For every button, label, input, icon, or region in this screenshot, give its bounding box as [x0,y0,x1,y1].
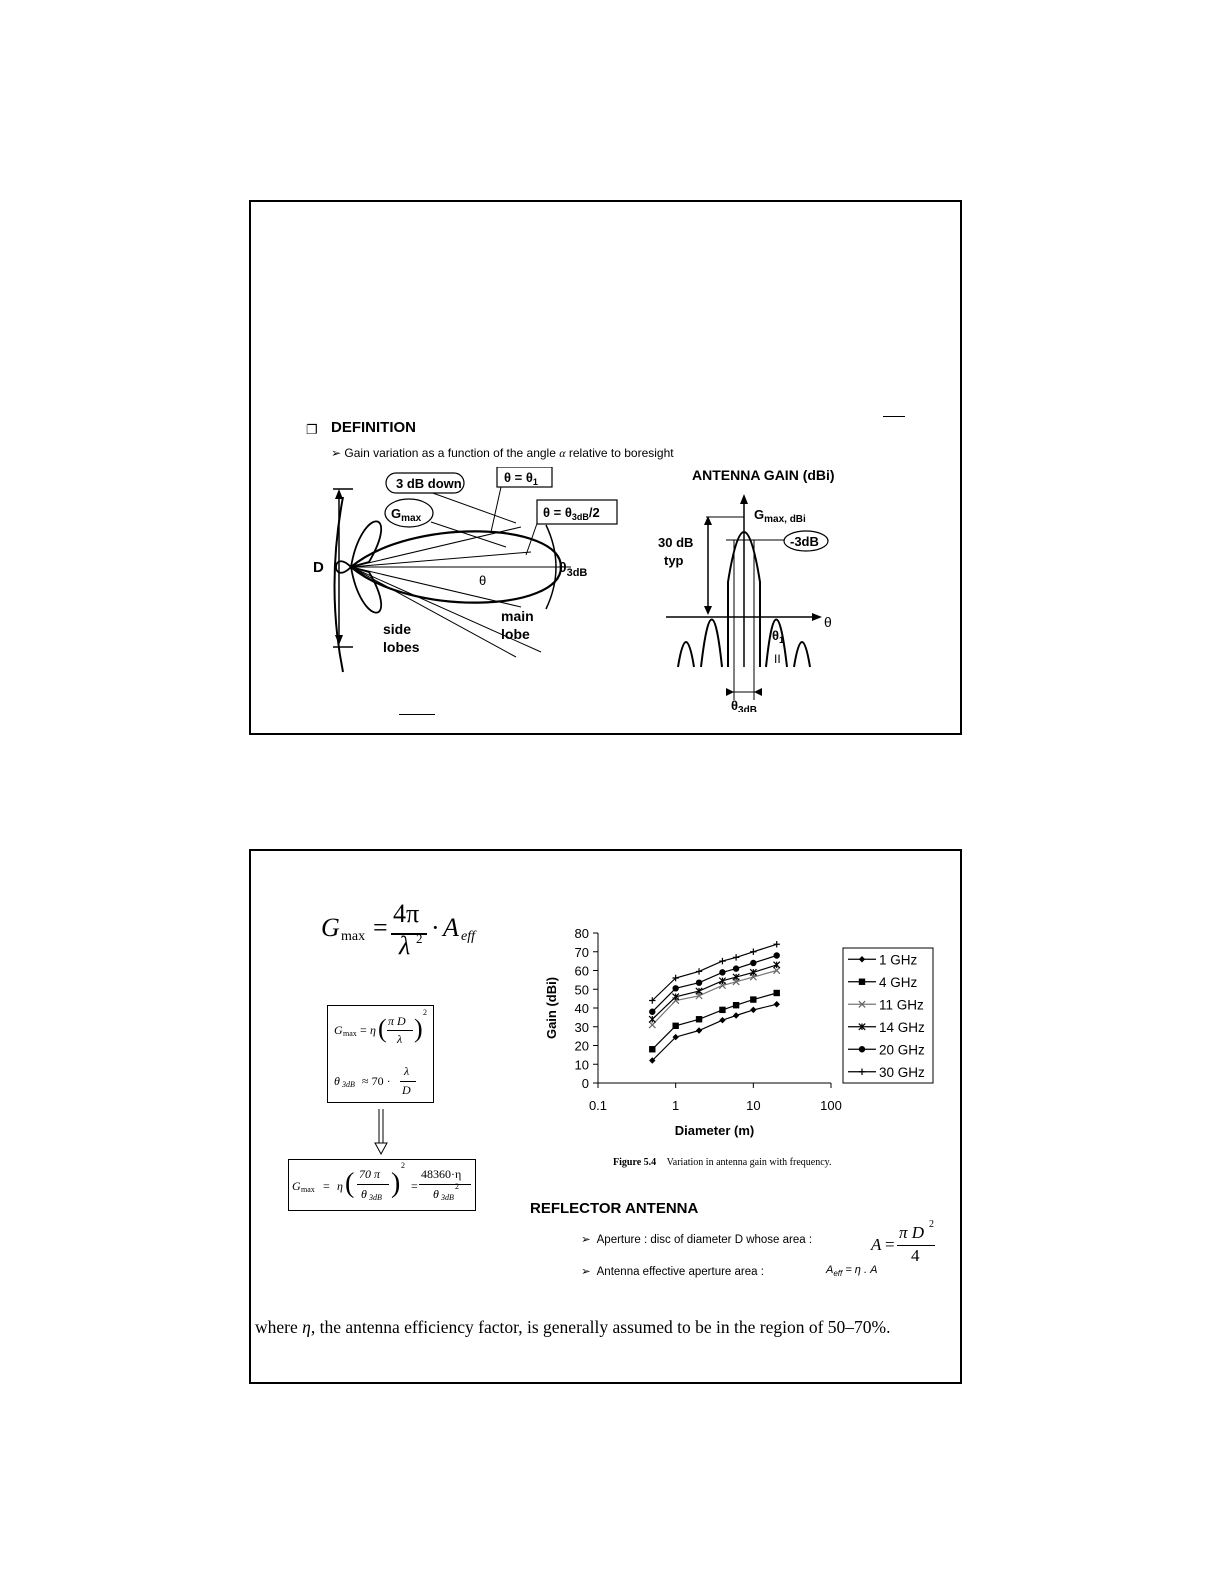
formula-a-sub: eff [461,929,475,944]
x-tick-label: 100 [820,1098,842,1113]
data-point-20-ghz [719,969,725,975]
side-lobe-upper [351,521,381,567]
reflector-item-effective-area [581,1264,764,1278]
stray-rule-bottom [399,714,435,715]
formula-den-sup: 2 [416,931,423,946]
label-main-lobe-2: lobe [501,626,530,642]
box2-rhs-den: θ [433,1187,439,1201]
data-point-20-ghz [733,965,739,971]
minus-3db-label: -3dB [790,534,819,549]
box1-approx: ≈ 70 · [362,1074,391,1088]
definition-desc-symbol: α [559,446,566,460]
data-point-30-ghz [733,954,739,960]
y-tick-label: 60 [574,963,589,979]
data-point-20-ghz [649,1009,655,1015]
arrowhead-bullet-icon: ➢ [331,446,342,460]
data-point-11-ghz [774,967,780,973]
formula-den: λ [399,931,411,960]
formula-aeff [826,1264,877,1278]
label-gmax: $G_{max}$ [391,506,422,524]
box2-g: G [292,1179,301,1193]
area-den: 4 [911,1246,920,1265]
formula-num: 4π [393,899,420,928]
box2-inner-den-sub: 3dB [369,1193,382,1202]
reflector-item2-text: Antenna effective aperture area : [596,1266,764,1278]
data-point-1-ghz [733,1012,739,1018]
data-point-30-ghz [750,949,756,955]
y-tick-label: 80 [574,926,589,941]
data-point-20-ghz [672,985,678,991]
figure-caption [613,1157,832,1168]
box1-theta-sub: 3dB [342,1080,355,1089]
box1-num: π D [388,1014,406,1028]
box2-sup: 2 [401,1161,405,1170]
box2-rhs-den-sup: 2 [455,1182,459,1191]
data-point-30-ghz [696,968,702,974]
x-tick-label: 1 [672,1098,680,1113]
box2-g-sub: max [301,1185,315,1194]
box1-bar1 [387,1030,413,1031]
label-side-lobes-1: side [383,621,412,637]
box1-d: D [402,1083,411,1097]
label-diameter: D [313,559,324,576]
box2-rhs-num: 48360·η [421,1167,462,1181]
definition-description [331,446,674,461]
formula-a: A [443,913,459,942]
y-axis-label: Gain (dBi) [544,976,559,1040]
label-theta-half-beamwidth: $\theta = \theta_{3dB}/2$ [543,505,600,522]
x-tick-label: 10 [746,1098,761,1113]
reflector-title: REFLECTOR ANTENNA [530,1200,699,1217]
footnote-post: , the antenna efficiency factor, is generally assumed to be in the region of 50–70%. [310,1317,891,1337]
range-typ-label: typ [664,553,684,568]
data-point-14-ghz [719,978,725,984]
figure-caption-text: Variation in antenna gain with frequency. [666,1157,832,1168]
theta1-label: $\theta_1$ [772,628,785,645]
formula-box-gain-beamwidth [327,1005,434,1103]
legend-label-4-ghz: 4 GHz [879,974,918,990]
area-num-sup: 2 [929,1219,934,1230]
data-point-1-ghz [696,1027,702,1033]
data-point-14-ghz [750,969,756,975]
box2-rhs-den-sub: 3dB [441,1193,454,1202]
reflector-item-aperture [581,1232,812,1246]
box2-bar2 [419,1184,471,1185]
formula-area [871,1219,941,1267]
gain-gmax-label: $G_{max, dBi}$ [754,507,806,525]
theta3db-width-label: $\theta_{3dB}$ [731,698,757,712]
efficiency-footnote [255,1317,891,1338]
x-axis-label: Diameter (m) [674,1123,755,1138]
area-a: A [871,1235,882,1254]
down-arrow-icon [374,1109,388,1155]
formula-box-gain-theta [288,1159,476,1211]
legend-label-11-ghz: 11 GHz [879,997,924,1013]
definition-desc-pre: Gain variation as a function of the angle [344,446,556,460]
data-point-4-ghz [733,1002,739,1008]
definition-desc-post: relative to boresight [568,446,674,460]
data-point-30-ghz [719,958,725,964]
slide-definition [249,200,962,735]
box1-lambda: λ [404,1064,410,1078]
data-point-4-ghz [774,990,780,996]
y-tick-label: 30 [574,1019,589,1035]
label-theta-theta1: $\theta = \theta_1$ [504,470,538,487]
legend-label-20-ghz: 20 GHz [879,1042,925,1058]
reflector-item1-text: Aperture : disc of diameter D whose area : [596,1234,813,1246]
slide-gain-formulas [249,849,962,1384]
legend-marker-20-ghz [859,1046,865,1052]
data-point-20-ghz [750,960,756,966]
area-equals: = [885,1235,895,1254]
equal-mark: II [774,652,781,666]
label-main-lobe-1: main [501,608,534,624]
figure-caption-label: Figure 5.4 [613,1157,657,1168]
label-3db-down: 3 dB down [396,476,462,491]
gain-plot-title: ANTENNA GAIN (dBi) [692,467,835,483]
stray-rule-top [883,416,905,417]
box2-bar1 [357,1184,389,1185]
radiation-pattern-diagram [291,467,621,712]
box2-inner-num: 70 π [359,1167,381,1181]
y-tick-label: 40 [574,1001,589,1016]
area-num: π D [899,1223,925,1242]
box1-sup: 2 [423,1008,427,1017]
data-point-1-ghz [774,1001,780,1007]
formula-gmax [321,899,491,969]
data-point-4-ghz [672,1023,678,1029]
y-tick-label: 70 [574,944,589,960]
square-bullet-icon: ❐ [306,422,318,437]
box1-g-sub: max [343,1029,357,1038]
label-side-lobes-2: lobes [383,639,420,655]
box1-den: λ [397,1032,403,1046]
label-theta: θ [479,573,487,588]
aeff-sub: eff [833,1269,843,1278]
series-line-30-ghz [652,944,776,1000]
footnote-pre: where [255,1317,298,1337]
box1-g: G [334,1023,343,1037]
chart-legend [843,948,933,1083]
box2-inner-den: θ [361,1187,367,1201]
gain-vs-diameter-chart [531,911,941,1166]
box1-rparen: ) [414,1014,423,1043]
legend-label-30-ghz: 30 GHz [879,1064,925,1080]
formula-g-sub: max [341,929,366,944]
label-theta3db: $\theta_{3dB}$ [559,559,588,579]
data-point-30-ghz [774,941,780,947]
data-point-1-ghz [719,1017,725,1023]
box2-eta: η [337,1179,343,1193]
y-tick-label: 20 [574,1038,589,1054]
arrowhead-bullet-icon: ➢ [581,1234,591,1246]
data-point-4-ghz [750,996,756,1002]
y-tick-label: 50 [574,982,589,998]
formula-dot: · [431,913,440,942]
box1-eta: η [370,1023,376,1037]
data-point-20-ghz [696,979,702,985]
box1-lparen: ( [378,1014,387,1043]
data-point-20-ghz [774,952,780,958]
axis-theta-label: θ [824,614,832,630]
formula-equals: = [373,913,388,942]
data-point-4-ghz [696,1016,702,1022]
box1-theta: θ [334,1074,340,1088]
legend-label-14-ghz: 14 GHz [879,1019,925,1035]
box1-eq1: = [360,1023,367,1037]
y-tick-label: 10 [574,1057,589,1073]
box2-rparen: ) [391,1168,401,1199]
legend-marker-4-ghz [859,979,865,985]
antenna-gain-plot [656,462,836,712]
box2-eq2: = [411,1179,418,1193]
range-30db-label: 30 dB [658,535,694,550]
x-tick-label: 0.1 [588,1098,608,1113]
footnote-eta: η [302,1317,311,1337]
data-point-14-ghz [774,962,780,968]
data-point-11-ghz [649,1022,655,1028]
data-point-14-ghz [649,1016,655,1022]
arrowhead-bullet-icon: ➢ [581,1266,591,1278]
y-tick-label: 0 [581,1076,589,1091]
series-line-14-ghz [652,965,776,1019]
legend-label-1-ghz: 1 GHz [879,952,918,968]
box1-bar2 [400,1081,416,1082]
formula-g: G [321,913,340,942]
box2-lparen: ( [345,1168,355,1199]
definition-title: DEFINITION [331,419,416,436]
aeff-rhs: = η . A [845,1264,878,1276]
data-point-4-ghz [719,1007,725,1013]
box2-eq1: = [323,1179,330,1193]
aeff-a: A [826,1264,834,1276]
data-point-1-ghz [750,1007,756,1013]
data-point-4-ghz [649,1046,655,1052]
